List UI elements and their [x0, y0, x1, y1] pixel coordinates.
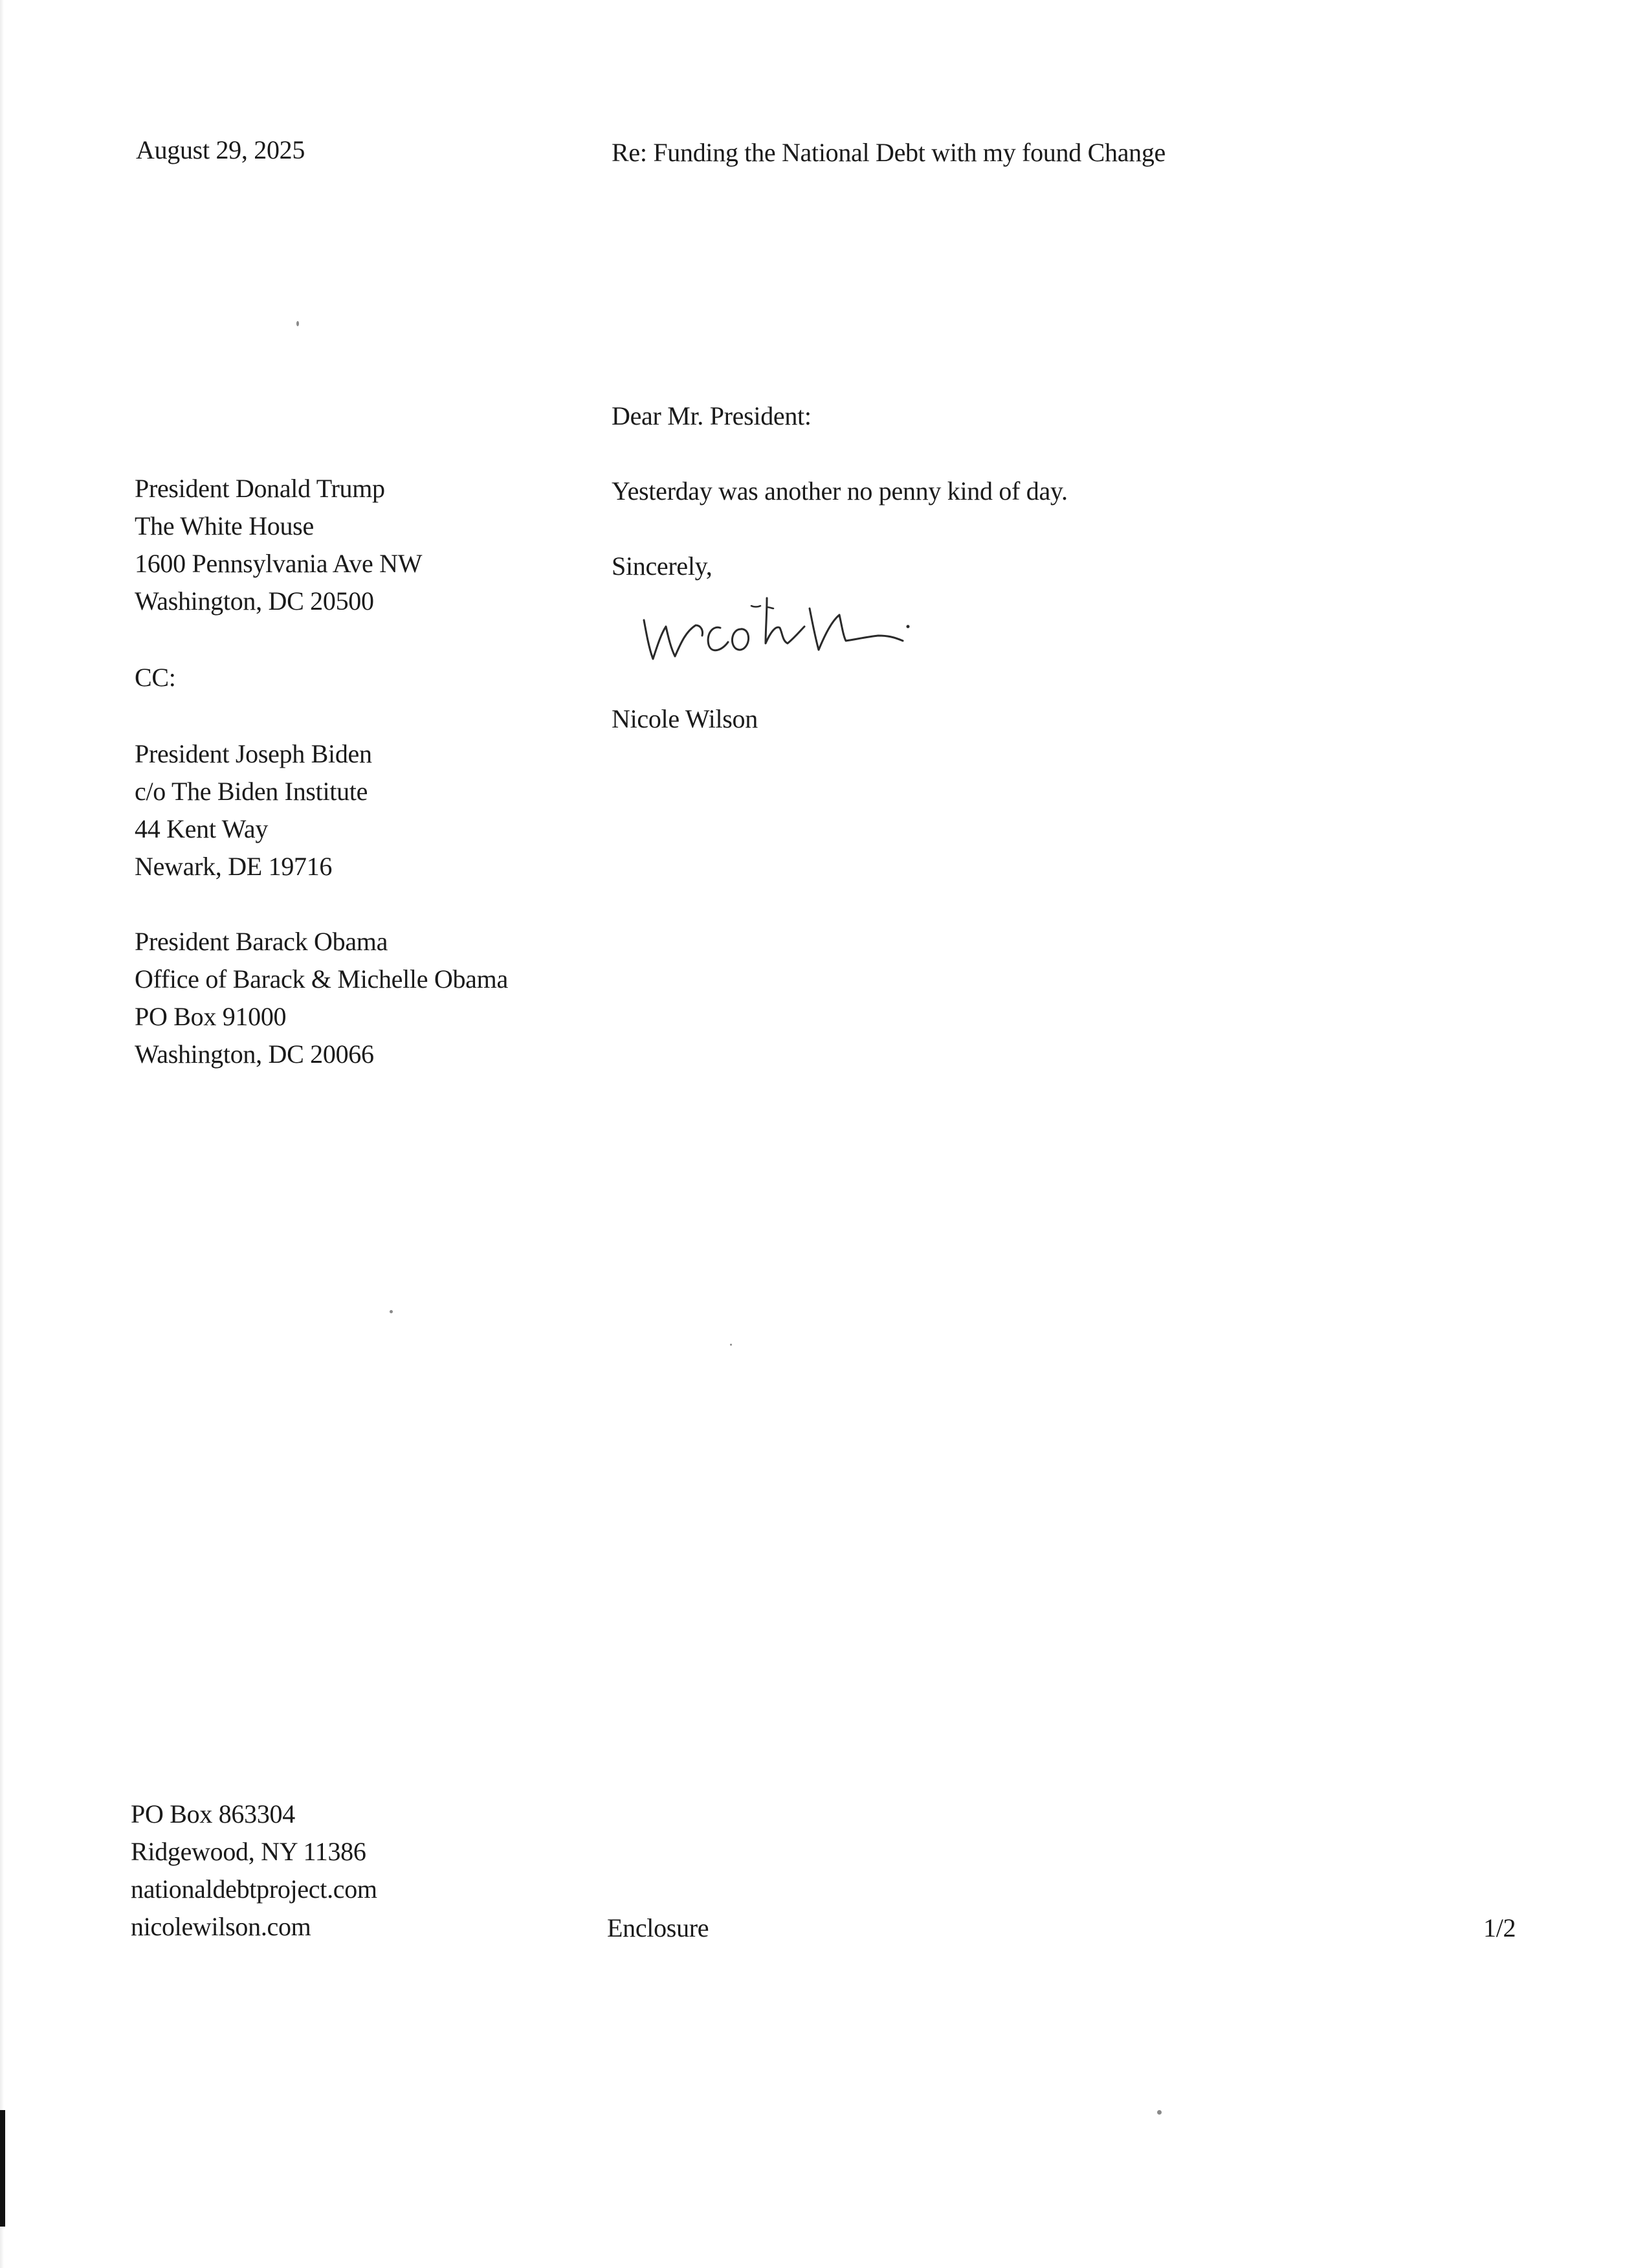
cc-line: President Joseph Biden: [135, 739, 372, 768]
letter-subject: Re: Funding the National Debt with my found Change: [612, 138, 1166, 167]
letter-body: Yesterday was another no penny kind of day.: [612, 476, 1068, 506]
salutation: Dear Mr. President:: [612, 401, 812, 430]
cc-line: Newark, DE 19716: [135, 852, 333, 881]
cc-line: Washington, DC 20066: [135, 1040, 374, 1069]
scan-edge-shadow: [0, 0, 4, 2268]
sender-address: [131, 1796, 377, 1946]
recipient-line: 1600 Pennsylvania Ave NW: [135, 549, 423, 578]
scan-edge-mark: [0, 2110, 5, 2227]
signer-name: Nicole Wilson: [612, 704, 758, 733]
recipient-line: The White House: [135, 511, 314, 540]
handwritten-signature: [637, 589, 922, 673]
cc-line: 44 Kent Way: [135, 814, 269, 843]
sender-website: nationaldebtproject.com: [131, 1874, 377, 1904]
scan-speck: [296, 321, 299, 326]
sender-website: nicolewilson.com: [131, 1912, 311, 1941]
closing: Sincerely,: [612, 551, 713, 581]
enclosure-label: Enclosure: [607, 1913, 709, 1942]
scan-speck: [1157, 2110, 1162, 2115]
cc-line: PO Box 91000: [135, 1002, 287, 1031]
cc-recipient-biden: [135, 735, 372, 885]
cc-line: c/o The Biden Institute: [135, 777, 368, 806]
recipient-line: Washington, DC 20500: [135, 586, 374, 616]
sender-line: Ridgewood, NY 11386: [131, 1837, 366, 1866]
cc-label: CC:: [135, 663, 176, 692]
scan-speck: [390, 1310, 393, 1313]
cc-recipient-obama: [135, 923, 508, 1073]
cc-line: President Barack Obama: [135, 927, 388, 956]
cc-line: Office of Barack & Michelle Obama: [135, 964, 508, 994]
recipient-address: [135, 470, 422, 620]
letter-date: August 29, 2025: [136, 135, 305, 164]
recipient-line: President Donald Trump: [135, 474, 385, 503]
scan-speck: [730, 1344, 732, 1346]
page-number: 1/2: [1483, 1913, 1516, 1942]
sender-line: PO Box 863304: [131, 1799, 295, 1829]
